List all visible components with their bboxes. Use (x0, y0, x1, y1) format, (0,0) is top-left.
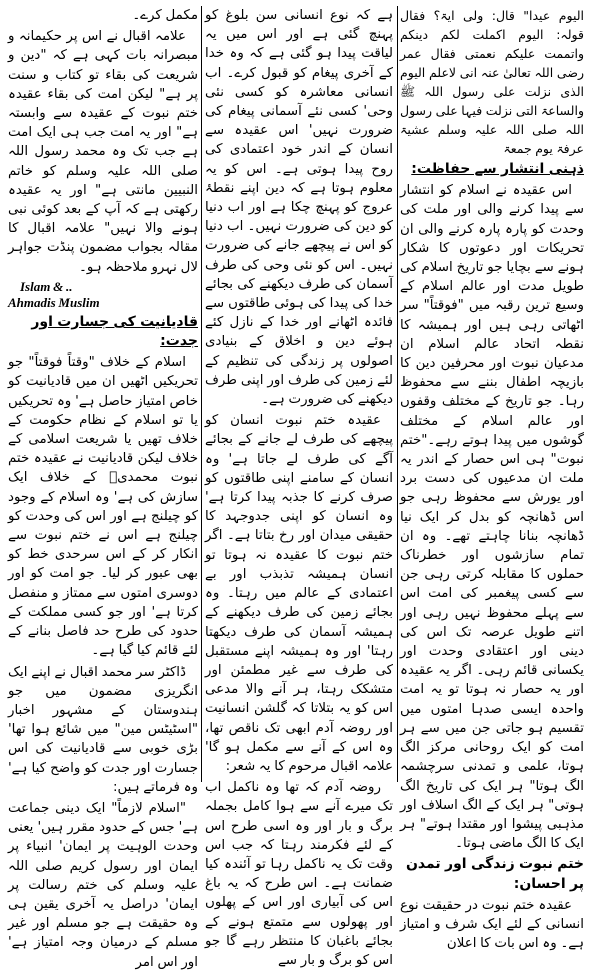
middle-column (205, 6, 393, 968)
source-note-line2: Ahmadis Muslim (8, 294, 100, 310)
source-note (8, 279, 198, 311)
right-column (400, 6, 584, 952)
section-heading-qadianiyat: قادیانیت کی جسارت اور جدت: (31, 313, 198, 350)
column-divider (201, 6, 202, 782)
paragraph: "اسلام لازماً" ایک دینی جماعت ہے' جس کے حدود مقرر ہیں' یعنی وحدت الوہیت پر ایمان' انبیاء پر ایمان اور رسول کریم صلی اللہ علیہ وسلم کی ختم رسالت پر ایمان' دراصل یہ آخری یقین ہی وہ حقیقت ہے جو مسلم اور غیر مسلم کے درمیان وجہ امتیاز ہے' اور اس امر (8, 800, 198, 970)
section-heading-civilization: ختم نبوت زندگی اور تمدن پر احسان: (405, 856, 584, 892)
source-note-line1: Islam & .. (20, 278, 73, 294)
paragraph: علامہ اقبال نے اس پر حکیمانہ و مبصرانہ بات کہی ہے کہ "دین و شریعت کی بقاء تو کتاب و سنت پر ہے" لیکن امت کی بقاء عقیدہ ختم نبوت کے عقیدہ سے وابستہ ہے" اور یہ امت جب ہی ایک امت ہے جب تک وہ محمد رسول اللہ صلی اللہ علیہ وسلم کو خاتم النبیین مانتی ہے" اور یہ عقیدہ رکھتی ہے کہ آپ کے بعد کوئی نبی ہونے والا نہیں" علامہ اقبال کا مقالہ بجواب مضمون پنڈت جواہر لال نہرو ملاحظہ ہو۔ (8, 29, 198, 275)
paragraph: مکمل کرے۔ (132, 8, 198, 23)
paragraph: عقیدہ ختم نبوت در حقیقت نوع انسانی کے لئے ایک شرف و امتیاز ہے۔ وہ اس بات کا اعلان (400, 897, 584, 952)
column-divider (397, 6, 398, 782)
paragraph: اسلام کے خلاف "وقتاً فوقتاً" جو تحریکیں اٹھیں ان میں قادیانیت کو خاص امتیاز حاصل ہے' وہ تحریکیں یا تو اسلام کے نظام حکومت کے خلاف تھیں یا شریعت اسلامی کے خلاف لیکن قادیانیت نے عقیدہ ختم نبوت محمدیؐ کے خلاف ایک سازش کی ہے' وہ اسلام کے وجود کو چیلنج ہے اور اس کی وحدت کو چیلنج ہے اس نے ختم نبوت سے انکار کر کے اس سرحدی خط کو بھی عبور کر لیا۔ جو امت کو اور دوسری امتوں سے ممتاز و منفصل کرتا ہے' اور جو کسی مملکت کے حدود کی طرح حد فاصل بنانے کے لئے قائم کیا گیا ہے۔ (8, 355, 198, 659)
paragraph: اس عقیدہ نے اسلام کو انتشار سے پیدا کرنے والی اور ملت کی وحدت کو پارہ پارہ کرنے والی ان تحریکات اور دعوتوں کا شکار ہونے سے بچایا جو تاریخ اسلام کی طویل مدت اور عالم اسلام کے وسیع ترین رقبہ میں "فوقتاً" سر اٹھاتی رہی ہیں اور ہمیشہ کا نقطہ اتحاد عالم اسلام ان مدعیان نبوت اور محرفین دین کا بازیچہ اطفال بننے سے محفوظ رہا۔ جو تاریخ کے مختلف وقفوں اور عالم اسلام کے مختلف گوشوں میں پیدا ہوتے رہے۔"ختم نبوت" ہی اس حصار کے اندر یہ ملت ان مدعیوں کی دست برد اور یورش سے محفوظ رہی جو اس ڈھانچہ کو بدل کر ایک نیا ڈھانچہ بنانا چاہتے تھے۔ وہ ان تمام سازشوں اور خطرناک حملوں کا مقابلہ کرتی رہی جن سے کسی پیغمبر کی امت اس سے پہلے محفوظ نہیں رہی اور اتنے طویل عرصہ تک اس کی دینی اور اعتقادی وحدت اور یکسانی قائم رہی۔ اگر یہ عقیدہ اور یہ حصار نہ ہوتا تو یہ امت واحدہ ایسی صدہا امتوں میں تقسیم ہو جاتی جن میں سے ہر امت کو ایک روحانی مرکز الگ ہوتا، علمی و تمدنی سرچشمہ الگ ہوتا" ہر ایک کی تاریخ الگ ہوتی" ہر ایک کے الگ اسلاف اور مذہبی پیشوا اور مقتدا ہوتے" ہر ایک کا الگ ماضی ہوتا۔ (400, 183, 584, 852)
paragraph: روضہ آدم کہ تھا وہ ناکمل اب تک میرے آنے سے ہوا کامل بجملہ برگ و بار اور وہ اسی طرح اس کے لئے فکرمند رہتا کہ جب اس وقت تک یہ ناکمل رہا تو آئندہ کیا ضمانت ہے۔ اس طرح کہ یہ باغ اس کی آبیاری اور اس کے پھلوں اور پھولوں سے متمتع ہونے کے بجائے باغبان کا منتظر رہے گا جو اس کو برگ و بار سے (205, 780, 393, 968)
paragraph: ڈاکٹر سر محمد اقبال نے اپنے ایک انگریزی مضمون میں جو ہندوستان کے مشہور اخبار "اسٹیٹس مین" میں شائع ہوا تھا' بڑی خوبی سے قادیانیت کی اس جسارت اور جدت کو واضح کیا ہے' وہ فرماتے ہیں: (8, 664, 198, 795)
arabic-quote: الیوم عیدا" قال: ولی ایۃ؟ فقال قولہ: الیوم اکملت لکم دینکم واتممت علیکم نعمتی فقال عمر رضی اللہ تعالیٰ عنہ انی لاعلم الیوم الذی نزلت علی رسول اللہ ﷺ والساعۃ التی نزلت فیہا علی رسول اللہ صلی اللہ علیہ وسلم عشیۃ عرفۃ یوم جمعۃ (400, 8, 584, 156)
section-heading-protection: ذہنی انتشار سے حفاظت: (411, 161, 584, 177)
left-column (8, 6, 198, 970)
paragraph: ہے کہ نوع انسانی سن بلوغ کو پہنچ گئی ہے اور اس میں یہ لیاقت پیدا ہو گئی ہے کہ وہ خدا کے آخری پیغام کو قبول کرے۔ اب انسانی معاشرہ کو کسی نئی وحی' کسی نئے آسمانی پیغام کی ضرورت نہیں' اس عقیدہ سے انسان کے اندر خود اعتمادی کی روح پیدا ہوتی ہے۔ اس کو یہ معلوم ہوتا ہے کہ دین اپنے نقطۂ عروج کو پہنچ چکا ہے اور اب دنیا کو دین کی ضرورت نہیں۔ اب دنیا کو اس نے پیچھے جانے کی ضرورت نہیں۔ اس کو نئی وحی کی طرف آسمان کی طرف دیکھنے کی بجائے خدا کی پیدا کی ہوئی طاقتوں سے فائدہ اٹھانے اور خدا کے نازل کئے ہوئے دین و اخلاق کے بنیادی اصولوں پر زندگی کی تنظیم کے لئے زمین کی طرف اور اپنی طرف دیکھنے کی ضرورت ہے۔ (205, 8, 393, 408)
paragraph: عقیدہ ختم نبوت انسان کو پیچھے کی طرف لے جانے کے بجائے آگے کی طرف لے جاتا ہے' وہ انسان کے سامنے اپنی طاقتوں کو صرف کرنے کا جذبہ پیدا کرتا ہے' وہ انسان کو اپنی جدوجہد کا حقیقی میدان اور رخ بتاتا ہے۔ اگر ختم نبوت کا عقیدہ نہ ہوتا تو انسان ہمیشہ تذبذب اور بے اعتمادی کے عالم میں رہتا۔ وہ بجائے زمین کی طرف دیکھنے کے ہمیشہ آسمان کی طرف دیکھتا رہتا' اور وہ ہمیشہ اپنے مستقبل کی طرف سے غیر مطمئن اور متشکک رہتا، ہر آنے والا مدعی اس کو یہ بتلاتا کہ گلشن انسانیت اور روضہ آدم ابھی تک ناقص تھا، وہ اس کے آنے سے مکمل ہو گا' علامہ اقبال مرحوم کا یہ شعر: (205, 413, 393, 774)
